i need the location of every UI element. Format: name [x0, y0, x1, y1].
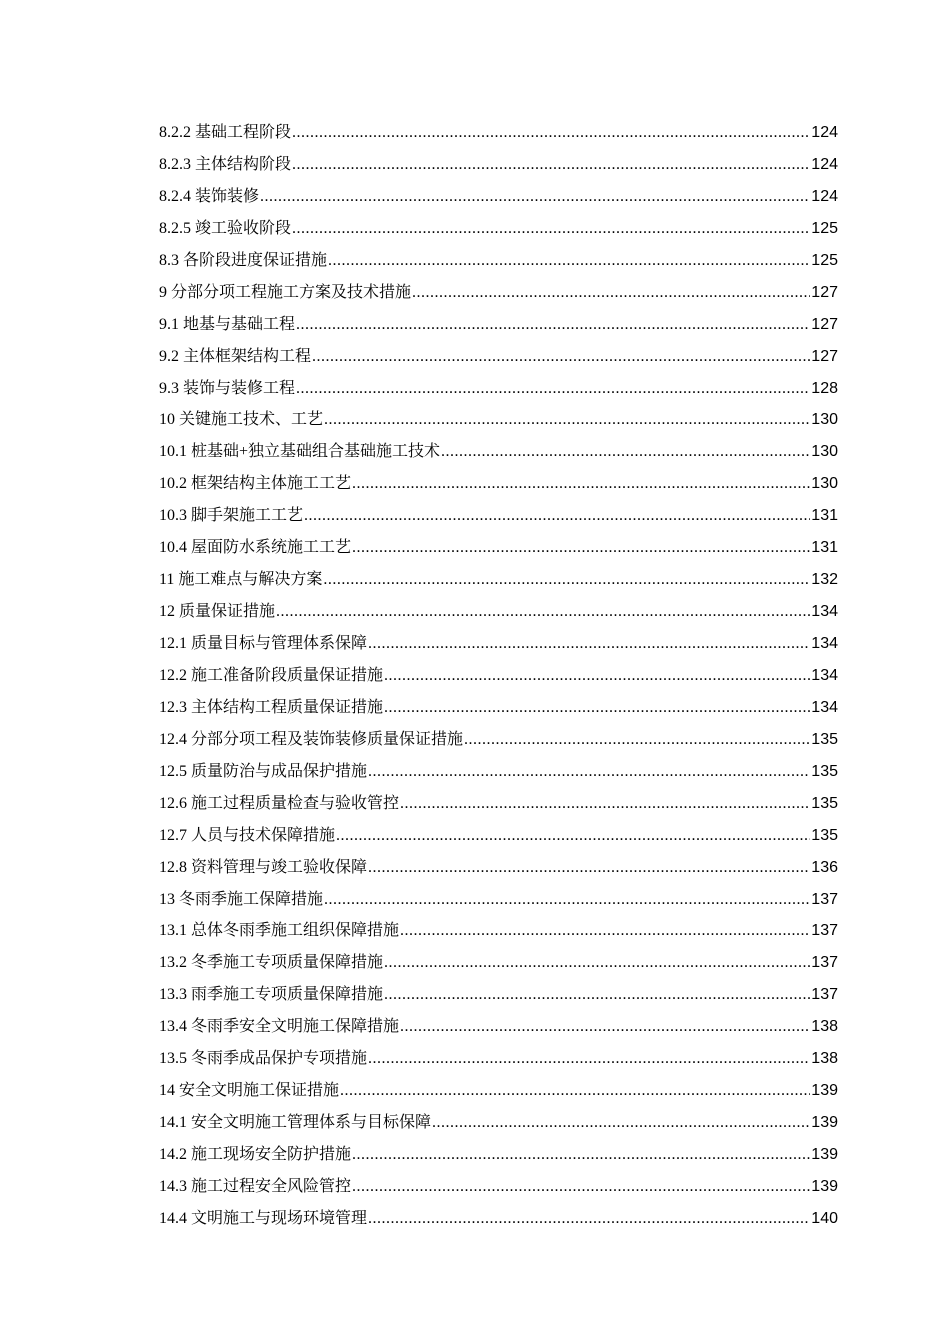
toc-dot-leader: [352, 1139, 810, 1171]
toc-entry-title: 12.6 施工过程质量检查与验收管控: [159, 794, 400, 812]
toc-entry-title: 8.2.4 装饰装修: [159, 187, 260, 205]
toc-entry[interactable]: [159, 564, 838, 596]
toc-entry-page-number: 127: [811, 347, 838, 365]
toc-entry[interactable]: [159, 117, 838, 149]
toc-entry[interactable]: [159, 500, 838, 532]
toc-entry[interactable]: [159, 756, 838, 788]
toc-entry[interactable]: [159, 1011, 838, 1043]
toc-entry-title: 9.1 地基与基础工程: [159, 315, 296, 333]
toc-dot-leader: [292, 117, 810, 149]
toc-entry-title: 10 关键施工技术、工艺: [159, 411, 324, 429]
toc-entry[interactable]: [159, 915, 838, 947]
toc-dot-leader: [412, 277, 810, 309]
toc-entry[interactable]: [159, 245, 838, 277]
toc-entry-page-number: 137: [811, 922, 838, 940]
toc-entry-title: 10.1 桩基础+独立基础组合基础施工技术: [159, 443, 441, 461]
toc-entry-title: 10.3 脚手架施工工艺: [159, 507, 304, 525]
toc-entry[interactable]: [159, 532, 838, 564]
toc-entry-title: 10.2 框架结构主体施工工艺: [159, 475, 352, 493]
toc-entry-title: 9.3 装饰与装修工程: [159, 379, 296, 397]
toc-entry-page-number: 137: [811, 954, 838, 972]
toc-entry-title: 12.2 施工准备阶段质量保证措施: [159, 666, 384, 684]
toc-entry-title: 8.2.3 主体结构阶段: [159, 155, 292, 173]
toc-entry[interactable]: [159, 436, 838, 468]
toc-dot-leader: [323, 564, 810, 596]
toc-entry-title: 12.3 主体结构工程质量保证措施: [159, 698, 384, 716]
toc-entry-page-number: 135: [811, 762, 838, 780]
toc-entry[interactable]: [159, 628, 838, 660]
toc-entry-page-number: 135: [811, 826, 838, 844]
toc-entry-page-number: 132: [811, 571, 838, 589]
toc-entry-page-number: 124: [811, 155, 838, 173]
toc-entry[interactable]: [159, 979, 838, 1011]
toc-dot-leader: [328, 245, 810, 277]
toc-entry[interactable]: [159, 277, 838, 309]
toc-entry-page-number: 125: [811, 219, 838, 237]
toc-entry-page-number: 127: [811, 315, 838, 333]
toc-dot-leader: [352, 1171, 810, 1203]
toc-entry[interactable]: [159, 373, 838, 405]
toc-dot-leader: [324, 404, 810, 436]
toc-dot-leader: [432, 1107, 810, 1139]
toc-entry-title: 12.8 资料管理与竣工验收保障: [159, 858, 368, 876]
toc-entry-page-number: 139: [811, 1114, 838, 1132]
toc-entry-title: 13.1 总体冬雨季施工组织保障措施: [159, 922, 400, 940]
toc-entry[interactable]: [159, 149, 838, 181]
toc-entry-title: 14.4 文明施工与现场环境管理: [159, 1209, 368, 1227]
toc-entry-title: 13 冬雨季施工保障措施: [159, 890, 324, 908]
toc-entry-title: 12.7 人员与技术保障措施: [159, 826, 336, 844]
toc-entry-title: 14.2 施工现场安全防护措施: [159, 1146, 352, 1163]
toc-dot-leader: [312, 341, 810, 373]
toc-entry-title: 13.4 冬雨季安全文明施工保障措施: [159, 1018, 400, 1036]
toc-dot-leader: [260, 181, 810, 213]
toc-entry-page-number: 139: [811, 1146, 838, 1163]
toc-entry-title: 8.3 各阶段进度保证措施: [159, 251, 328, 269]
toc-entry-title: 10.4 屋面防水系统施工工艺: [159, 539, 352, 557]
toc-entry[interactable]: [159, 1171, 838, 1203]
toc-dot-leader: [384, 947, 810, 979]
toc-dot-leader: [296, 309, 810, 341]
toc-dot-leader: [352, 468, 810, 500]
toc-entry[interactable]: [159, 1203, 838, 1235]
toc-entry-page-number: 125: [811, 251, 838, 269]
toc-dot-leader: [368, 628, 810, 660]
toc-entry[interactable]: [159, 660, 838, 692]
toc-entry-title: 12.4 分部分项工程及装饰装修质量保证措施: [159, 730, 464, 748]
toc-entry-title: 12.1 质量目标与管理体系保障: [159, 635, 368, 652]
toc-entry[interactable]: [159, 1107, 838, 1139]
toc-entry-title: 9 分部分项工程施工方案及技术措施: [159, 283, 412, 301]
toc-entry-page-number: 134: [811, 603, 838, 621]
toc-entry-page-number: 130: [811, 443, 838, 461]
toc-entry-page-number: 124: [811, 124, 838, 141]
toc-entry-page-number: 135: [811, 730, 838, 748]
toc-entry-page-number: 137: [811, 890, 838, 908]
toc-entry-page-number: 131: [811, 539, 838, 557]
toc-dot-leader: [384, 979, 810, 1011]
toc-entry-page-number: 138: [811, 1018, 838, 1036]
toc-dot-leader: [304, 500, 810, 532]
toc-entry-title: 14.1 安全文明施工管理体系与目标保障: [159, 1114, 432, 1132]
toc-dot-leader: [400, 1011, 810, 1043]
toc-dot-leader: [368, 756, 810, 788]
toc-dot-leader: [336, 820, 810, 852]
toc-entry-page-number: 130: [811, 411, 838, 429]
toc-dot-leader: [400, 788, 810, 820]
toc-entry[interactable]: [159, 596, 838, 628]
toc-entry[interactable]: [159, 692, 838, 724]
toc-entry[interactable]: [159, 404, 838, 436]
toc-entry-page-number: 138: [811, 1050, 838, 1068]
toc-entry[interactable]: [159, 468, 838, 500]
toc-entry[interactable]: [159, 309, 838, 341]
toc-dot-leader: [368, 1043, 810, 1075]
toc-entry[interactable]: [159, 341, 838, 373]
toc-entry-title: 8.2.5 竣工验收阶段: [159, 219, 292, 237]
toc-dot-leader: [352, 532, 810, 564]
toc-entry-title: 11 施工难点与解决方案: [159, 571, 323, 589]
toc-dot-leader: [384, 692, 810, 724]
toc-dot-leader: [292, 149, 810, 181]
toc-entry[interactable]: [159, 852, 838, 884]
toc-entry[interactable]: [159, 213, 838, 245]
toc-entry[interactable]: [159, 724, 838, 756]
toc-entry-title: 12 质量保证措施: [159, 603, 276, 621]
toc-entry-page-number: 137: [811, 986, 838, 1004]
toc-entry-title: 14.3 施工过程安全风险管控: [159, 1177, 352, 1195]
toc-entry-title: 13.2 冬季施工专项质量保障措施: [159, 954, 384, 972]
toc-entry[interactable]: [159, 947, 838, 979]
toc-entry-page-number: 136: [811, 858, 838, 876]
toc-dot-leader: [296, 373, 810, 405]
toc-dot-leader: [340, 1075, 810, 1107]
toc-dot-leader: [276, 596, 810, 628]
toc-entry[interactable]: [159, 181, 838, 213]
toc-dot-leader: [368, 852, 810, 884]
toc-entry-title: 14 安全文明施工保证措施: [159, 1082, 340, 1100]
toc-entry-page-number: 140: [811, 1209, 838, 1227]
toc-entry-page-number: 130: [811, 475, 838, 493]
toc-entry-page-number: 139: [811, 1082, 838, 1100]
toc-entry-page-number: 127: [811, 283, 838, 301]
toc-entry-page-number: 135: [811, 794, 838, 812]
table-of-contents: [159, 117, 838, 1235]
toc-entry[interactable]: [159, 1043, 838, 1075]
toc-entry-page-number: 134: [811, 666, 838, 684]
toc-dot-leader: [292, 213, 810, 245]
toc-entry-page-number: 134: [811, 698, 838, 716]
toc-entry-page-number: 139: [811, 1177, 838, 1195]
toc-entry[interactable]: [159, 820, 838, 852]
toc-dot-leader: [400, 915, 810, 947]
toc-entry[interactable]: [159, 884, 838, 916]
toc-entry-title: 8.2.2 基础工程阶段: [159, 124, 292, 141]
toc-entry[interactable]: [159, 1139, 838, 1171]
toc-entry-title: 13.3 雨季施工专项质量保障措施: [159, 986, 384, 1004]
toc-dot-leader: [441, 436, 810, 468]
toc-dot-leader: [368, 1203, 810, 1235]
toc-entry-title: 13.5 冬雨季成品保护专项措施: [159, 1050, 368, 1068]
toc-entry-page-number: 131: [811, 507, 838, 525]
toc-dot-leader: [324, 884, 810, 916]
toc-entry[interactable]: [159, 788, 838, 820]
toc-dot-leader: [384, 660, 810, 692]
toc-entry-page-number: 128: [811, 379, 838, 397]
toc-entry-page-number: 134: [811, 635, 838, 652]
toc-entry-page-number: 124: [811, 187, 838, 205]
toc-entry-title: 12.5 质量防治与成品保护措施: [159, 762, 368, 780]
toc-entry-title: 9.2 主体框架结构工程: [159, 347, 312, 365]
toc-entry[interactable]: [159, 1075, 838, 1107]
toc-dot-leader: [464, 724, 810, 756]
